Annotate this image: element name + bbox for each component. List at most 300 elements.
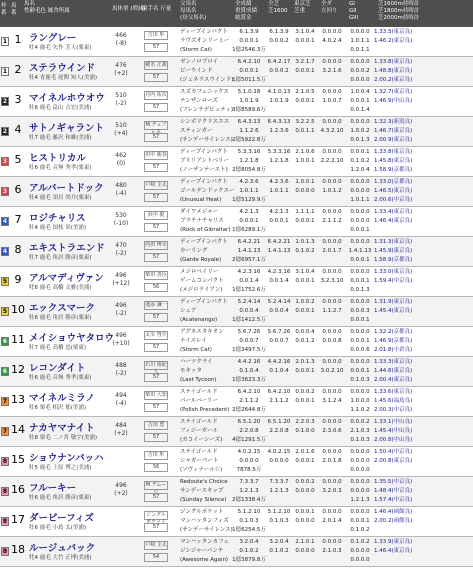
record-tokyo — [292, 448, 318, 466]
record-turf-1600: 0.0.0.7 — [269, 338, 289, 344]
horse-name[interactable]: マイネルホウオウ — [29, 93, 105, 104]
horse-weight: 470 (-2) — [115, 242, 127, 257]
record-turf-heavy: 0.0.0.1 — [295, 278, 315, 284]
waku-badge: 6 — [2, 338, 8, 345]
pedigree-damsire: (Acatenango) — [180, 317, 218, 323]
record-turf — [266, 538, 292, 556]
header-c3 — [294, 1, 311, 15]
table-row[interactable] — [0, 507, 473, 537]
record-g1: 0.0.0.0 — [350, 179, 370, 185]
best-time-1800: 2.00.2(函館良) — [374, 518, 413, 524]
horse-name[interactable]: ヒストリカル — [29, 153, 86, 164]
record-overall-earnings: 1億3497.5万 — [232, 347, 266, 353]
best-time-1800: 1.46.4(東京良) — [374, 218, 413, 224]
record-g1: 0.0.0.0 — [350, 239, 370, 245]
record-overall-earnings: 2億2644.8万 — [232, 407, 266, 413]
record-overall-graded: 0.0.0.1 — [239, 38, 259, 44]
record-overall-earnings: 1億2546.3万 — [232, 47, 266, 53]
record-overall — [232, 328, 266, 355]
waku-badge: 1 — [2, 38, 8, 45]
record-overall-graded: 1.2.1.8 — [239, 158, 259, 164]
horse-name[interactable]: エキストラエンド — [29, 243, 105, 254]
record-g1: 0.0.0.0 — [350, 299, 370, 305]
carried-weight: 56 — [144, 463, 168, 472]
pedigree-dam: ラヴズオンリーミー — [180, 38, 230, 44]
record-g2: 1.0.1.1 — [350, 38, 370, 44]
pedigree-damsire: (ソヴィナールシ) — [180, 467, 223, 473]
record-g1: 0.0.0.2 — [350, 419, 370, 425]
record-left-turn: 2.1.0.3 — [322, 548, 342, 554]
table-row[interactable] — [0, 147, 473, 177]
table-row[interactable] — [0, 57, 473, 87]
record-overall — [232, 508, 266, 535]
best-time-1600: 1.33.4(東京良) — [374, 209, 413, 215]
record-g3: 0.0.1.4 — [350, 107, 370, 113]
record-turf — [266, 508, 292, 526]
record-g3: 0.0.0.0 — [350, 77, 370, 83]
record-dirt — [318, 418, 346, 436]
table-header — [0, 0, 473, 27]
pedigree-dam: マンハッタンフィズ — [180, 518, 229, 524]
pedigree-dam: テンザンローズ — [180, 98, 218, 104]
table-row[interactable] — [0, 327, 473, 357]
pedigree — [180, 418, 222, 445]
jockey-name: 石川 裕紀人 — [145, 362, 167, 375]
pedigree-damsire: (サンデーサイレンス) — [180, 527, 233, 533]
jockey-name: 池添 謙一 — [145, 302, 167, 308]
horse-info: 牡6 鹿毛 音無 秀孝(栗東) — [29, 375, 92, 381]
pedigree-dam: ジンジャーパンチ — [180, 548, 224, 554]
table-row[interactable] — [0, 207, 473, 237]
record-dirt — [318, 208, 346, 226]
waku-badge: 7 — [2, 428, 8, 435]
record-grade — [346, 418, 374, 445]
record-turf-1600: 1.2.1.8 — [269, 158, 289, 164]
pedigree-sire: アグネスタキオン — [180, 329, 224, 335]
record-tokyo-turf: 2.1.0.1 — [295, 539, 315, 545]
table-row[interactable] — [0, 477, 473, 507]
record-overall-all: 6.4.2.21 — [237, 239, 261, 245]
record-overall — [232, 298, 266, 325]
record-dirt — [318, 28, 346, 46]
horse-weight: 484 (+2) — [114, 422, 128, 437]
best-times — [374, 448, 412, 466]
record-g1: 0.0.0.0 — [350, 119, 370, 125]
pedigree-damsire: (サンデーサイレンス) — [180, 137, 233, 143]
record-dirt-all: 0.0.0.0 — [322, 449, 342, 455]
horse-name[interactable]: レコンダイト — [29, 363, 86, 374]
record-g3: 1.0.1.1 — [350, 197, 370, 203]
pedigree — [180, 538, 229, 565]
pedigree-sire: ダイワメジャー — [180, 209, 219, 215]
record-turf — [266, 358, 292, 376]
best-time-1800: 1.59.4(中京良) — [374, 278, 413, 284]
record-left-turn: 2.0.1.4 — [322, 518, 342, 524]
pedigree-sire: ステイゴールド — [180, 389, 218, 395]
record-overall-earnings: 2億1338.4万 — [232, 497, 266, 503]
record-left-turn: 0.0.0.8 — [322, 338, 342, 344]
record-overall-earnings: 1億3623.3万 — [232, 377, 266, 383]
table-row[interactable] — [0, 117, 473, 147]
pedigree-damsire: (Polish Precedent) — [180, 407, 230, 413]
horse-weight: 494 (-4) — [115, 392, 127, 407]
pedigree-damsire: (Storm Cat) — [180, 47, 212, 53]
record-overall — [232, 478, 266, 505]
record-overall-graded: 1.0.1.1 — [239, 188, 259, 194]
header-c5-line3: GIII — [349, 15, 359, 21]
record-overall-all: 6.4.2.10 — [237, 59, 261, 65]
horse-weight: 480 (-4) — [115, 182, 127, 197]
best-time-1800: 1.48.4(中京良) — [374, 488, 413, 494]
record-turf-all: 6.4.2.17 — [267, 59, 291, 65]
horse-name[interactable]: ショウナンバッハ — [29, 453, 104, 464]
record-turf — [266, 208, 292, 226]
waku-badge: 2 — [2, 128, 8, 135]
record-tokyo-turf: 1.1.1.1 — [295, 209, 315, 215]
best-time-2000: 1.58.9(京都良) — [374, 167, 413, 173]
record-grade — [346, 148, 374, 175]
header-umaban: 馬番 — [11, 3, 17, 16]
record-g2: 0.0.0.1 — [350, 338, 370, 344]
record-turf-heavy: 0.0.0.0 — [295, 488, 315, 494]
best-time-1800: 1.45.6(福島良) — [374, 398, 413, 404]
record-dirt-all: 0.0.0.0 — [322, 359, 342, 365]
record-turf-heavy: 0.0.1.2 — [295, 338, 315, 344]
horse-weight: 496 (-2) — [115, 302, 127, 317]
record-turf-1600: 2.1.1.2 — [269, 398, 289, 404]
horse-info: 牡7 鹿毛 角居 勝彦(栗東) — [29, 255, 92, 261]
record-turf-all: 4.4.2.16 — [267, 359, 291, 365]
horse-name[interactable]: ラングレー — [29, 33, 77, 44]
horse-name[interactable]: アルマディヴァン — [29, 273, 104, 284]
pedigree-dam: シェア — [180, 308, 197, 314]
best-time-1600: 1.33.8(東京良) — [374, 149, 413, 155]
record-g3: 0.0.1.1 — [350, 47, 370, 53]
record-left-turn: 3.0.2.10 — [320, 368, 344, 374]
pedigree-sire: ジングルポケット — [180, 509, 224, 515]
carried-weight: 57 — [144, 493, 168, 502]
best-time-2000: 2.00.4(東京良) — [374, 377, 413, 383]
header-horse — [24, 1, 70, 15]
record-dirt-all: 0.0.0.0 — [322, 389, 342, 395]
record-turf-1600: 0.0.0.1 — [269, 218, 289, 224]
table-row[interactable] — [0, 267, 473, 297]
pedigree — [180, 238, 228, 265]
jockey-name: 内田 博幸 — [145, 242, 167, 248]
best-time-1600: 1.33.9(東京良) — [374, 539, 413, 545]
record-tokyo-turf: 3.2.2.5 — [295, 119, 315, 125]
record-tokyo-turf: 0.0.0.2 — [295, 389, 315, 395]
record-grade — [346, 88, 374, 115]
record-overall-graded: 0.1.0.3 — [239, 518, 259, 524]
record-overall-graded: 1.0.1.9 — [239, 98, 259, 104]
table-row[interactable] — [0, 357, 473, 387]
pedigree-dam: ナイスレイ — [180, 338, 207, 344]
record-tokyo-turf: 2.0.1.6 — [295, 449, 315, 455]
record-g1: 0.0.0.0 — [350, 509, 370, 515]
header-c5 — [349, 1, 358, 22]
record-tokyo-turf: 2.1.0.5 — [295, 89, 315, 95]
record-grade — [346, 28, 374, 55]
pedigree-sire: ディープインパクト — [180, 179, 228, 185]
header-c2-line2: 芝1600 — [268, 8, 288, 14]
record-overall-earnings: 2億6957.1万 — [232, 257, 266, 263]
header-waku: 枠番 — [1, 3, 7, 16]
pedigree-sire: メジロベイリー — [180, 269, 219, 275]
carried-weight: 57 — [144, 313, 168, 322]
record-overall-earnings: 1億3879.8万 — [232, 557, 266, 563]
record-tokyo — [292, 148, 318, 166]
record-left-turn: 4.0.2.4 — [322, 38, 342, 44]
record-g1: 0.0.0.0 — [350, 329, 370, 335]
horse-info: 牡6 鹿毛 角居 勝彦(栗東) — [29, 495, 92, 501]
header-c1-line2: 重賞成績 — [235, 8, 258, 14]
table-row[interactable] — [0, 537, 473, 567]
pedigree-damsire: (カコイーシーズ) — [180, 437, 223, 443]
record-turf-1600: 1.0.1.9 — [269, 98, 289, 104]
umaban-number: 18 — [11, 543, 25, 556]
carried-weight: 57 — [144, 133, 168, 142]
record-g2: 1.4.1.13 — [348, 248, 372, 254]
record-turf-heavy: 0.0.0.1 — [295, 38, 315, 44]
horse-info: 牡4 鹿毛 矢作 芳人(栗東) — [29, 45, 92, 51]
best-time-2000: 2.01.8(小倉良) — [374, 347, 413, 353]
table-row[interactable] — [0, 417, 473, 447]
waku-badge: 2 — [2, 98, 8, 105]
header-c3-line1: 東京芝 — [294, 1, 311, 7]
record-turf-heavy: 0.0.0.1 — [295, 68, 315, 74]
pedigree — [180, 28, 229, 55]
record-overall — [232, 148, 266, 175]
record-turf — [266, 328, 292, 346]
horse-info: 牡6 栗毛 相沢 郁(美浦) — [29, 405, 87, 411]
record-overall — [232, 118, 266, 145]
table-row[interactable] — [0, 177, 473, 207]
record-g3: 1.1.0.2 — [350, 407, 370, 413]
record-g2: 0.1.0.2 — [350, 158, 370, 164]
horse-name[interactable]: マイネルミラノ — [29, 393, 95, 404]
record-g2: 0.0.0.0 — [350, 218, 370, 224]
record-g3: 0.0.0.1 — [350, 317, 370, 323]
record-turf-all: 5.3.3.16 — [267, 149, 291, 155]
pedigree-dam: ブラチナチャリス — [180, 218, 224, 224]
umaban-number: 5 — [14, 153, 22, 166]
record-overall-earnings: 7878.5万 — [236, 467, 262, 473]
record-dirt — [318, 118, 346, 136]
best-time-1800: 1.48.8(東京良) — [374, 68, 413, 74]
record-turf-all: 5.6.7.26 — [267, 329, 291, 335]
record-g2: 0.0.0.0 — [350, 488, 370, 494]
record-tokyo-turf: 0.0.0.1 — [295, 509, 315, 515]
record-overall-all: 6.1.3.9 — [239, 29, 259, 35]
record-g1: 0.0.0.1 — [350, 149, 370, 155]
horse-name[interactable]: フルーキー — [29, 483, 77, 494]
best-time-1800: 1.46.2(東京良) — [374, 38, 413, 44]
record-overall-all: 4.2.1.3 — [239, 209, 259, 215]
horse-weight: 496 (+2) — [114, 482, 128, 497]
record-overall-all: 7.3.3.7 — [239, 479, 259, 485]
record-turf-all: 4.1.0.13 — [267, 89, 291, 95]
record-g1: 0.0.0.0 — [350, 359, 370, 365]
record-overall-graded: 0.0.0.7 — [239, 338, 259, 344]
horse-info: 牡4 鹿毛 須貝 尚介(栗東) — [29, 195, 92, 201]
waku-badge: 3 — [2, 158, 8, 165]
header-horse-line2: 性齢毛色 厩舎所属 — [24, 8, 70, 14]
record-overall-graded: 0.1.0.4 — [239, 368, 259, 374]
record-turf-all: 6.4.2.21 — [267, 239, 291, 245]
best-time-1600: 1.35.5(中京良) — [374, 479, 413, 485]
horse-info: 牡6 鹿毛 音無 秀孝(栗東) — [29, 165, 92, 171]
jockey-name: 吉田 豊 — [144, 421, 168, 430]
pedigree — [180, 358, 217, 385]
best-time-1800: 1.45.4(東京良) — [374, 308, 413, 314]
record-tokyo — [292, 268, 318, 286]
record-grade — [346, 478, 374, 505]
best-time-2000: 1.57.4(中京良) — [374, 497, 413, 503]
header-c2 — [268, 1, 288, 15]
pedigree-sire: ゼンノロブロイ — [180, 59, 219, 65]
table-row[interactable] — [0, 297, 473, 327]
pedigree-dam: パールバーリー — [180, 398, 219, 404]
record-overall-earnings: 2億8054.8万 — [232, 167, 266, 173]
best-time-1600: 1.33.0(京都良) — [374, 179, 413, 185]
record-dirt-all: 0.0.0.0 — [322, 509, 342, 515]
umaban-number: 17 — [11, 513, 25, 526]
table-row[interactable] — [0, 87, 473, 117]
pedigree-dam: ゴールデンドックエー — [180, 188, 235, 194]
header-horse-line1: 馬名 — [24, 1, 36, 7]
horse-name[interactable]: ロジチャリス — [29, 213, 86, 224]
record-left-turn: 2.1.1.2 — [322, 218, 342, 224]
record-turf-1600: 1.4.1.13 — [267, 248, 291, 254]
record-overall-earnings: 1億1412.5万 — [232, 317, 266, 323]
horse-weight: 488 (-2) — [115, 362, 127, 377]
record-tokyo — [292, 538, 318, 556]
record-dirt — [318, 88, 346, 106]
horse-name[interactable]: ステラウインド — [29, 63, 96, 74]
pedigree — [180, 118, 233, 145]
record-tokyo — [292, 508, 318, 526]
record-grade — [346, 118, 374, 145]
record-turf-all: 6.1.3.9 — [269, 29, 289, 35]
record-grade — [346, 538, 374, 565]
waku-badge: 1 — [2, 68, 8, 75]
record-g3: 0.1.0.2 — [350, 527, 370, 533]
horse-name[interactable]: サトノギャラント — [29, 123, 105, 134]
best-time-1600: 1.32.3(新潟良) — [374, 119, 413, 125]
record-tokyo-turf: 0.0.0.4 — [295, 329, 315, 335]
record-g1: 1.0.0.4 — [350, 89, 370, 95]
record-overall-all: 5.2.4.14 — [237, 299, 261, 305]
pedigree-dam: ブリリアントベリー — [180, 158, 230, 164]
best-time-2000: 2.00.8(中山良) — [374, 437, 413, 443]
record-tokyo — [292, 298, 318, 316]
record-turf — [266, 28, 292, 46]
record-turf-heavy: 0.0.0.1 — [295, 458, 315, 464]
record-g2: 0.0.0.3 — [350, 308, 370, 314]
record-left-turn: 2.0.1.8 — [322, 458, 342, 464]
waku-badge: 8 — [2, 488, 8, 495]
record-overall-all: 4.2.3.6 — [239, 179, 259, 185]
pedigree-dam: スティンガー — [180, 128, 213, 134]
horse-name[interactable]: ダービーフィズ — [29, 513, 94, 524]
record-turf-1600: 0.0.0.2 — [269, 38, 289, 44]
jockey-name: 太宰 啓介 — [145, 332, 167, 338]
record-turf-1600: 2.2.0.8 — [269, 428, 289, 434]
horse-info: 牡6 鹿毛 小島 太(美浦) — [29, 525, 87, 531]
table-row[interactable] — [0, 27, 473, 57]
record-g3: 0.0.1.3 — [350, 137, 370, 143]
record-turf-heavy: 1.0.0.1 — [295, 158, 315, 164]
waku-badge: 4 — [2, 248, 8, 255]
horse-info: 牡4 青鹿毛 尾関 知人(美浦) — [29, 75, 98, 81]
record-overall-earnings: 1億1752.6万 — [232, 287, 266, 293]
record-tokyo-turf: 1.0.1.3 — [295, 239, 315, 245]
horse-weight: 462 (0) — [115, 152, 127, 167]
horse-info: 牝6 鹿毛 高橋 文雅(美浦) — [29, 285, 92, 291]
pedigree — [180, 268, 224, 295]
pedigree-sire: マンハッタンカフェ — [180, 539, 229, 545]
record-grade — [346, 208, 374, 235]
record-left-turn: 3.2.1.6 — [322, 68, 342, 74]
record-tokyo-turf: 2.2.0.3 — [295, 419, 315, 425]
umaban-number: 9 — [14, 273, 22, 286]
record-g2: 2.1.0.3 — [350, 428, 370, 434]
record-turf-1600: 1.2.3.6 — [269, 128, 289, 134]
record-grade — [346, 58, 374, 85]
record-turf-heavy: 0.1.0.2 — [295, 248, 315, 254]
jockey-name: 戸崎 圭太 — [145, 542, 167, 548]
horse-name[interactable]: アルバートドック — [29, 183, 104, 194]
horse-name[interactable]: メイショウヤタロウ — [29, 333, 115, 344]
jockey-name: ジングルポケット — [144, 511, 168, 520]
record-turf — [266, 58, 292, 76]
umaban-number: 3 — [14, 93, 22, 106]
record-dirt — [318, 388, 346, 406]
best-times — [374, 148, 412, 175]
record-turf-heavy: 0.0.1.1 — [295, 128, 315, 134]
horse-name[interactable]: ルージュバック — [29, 543, 96, 554]
header-ped-line3: (母父馬名) — [180, 15, 207, 21]
umaban-number: 8 — [14, 243, 22, 256]
record-g2: 0.0.0.0 — [350, 548, 370, 554]
record-dirt-all: 0.0.0.0 — [322, 269, 342, 275]
record-overall — [232, 358, 266, 385]
jockey-name: 丹内 祐次 — [145, 92, 167, 98]
waku-badge: 7 — [2, 398, 8, 405]
jockey-name: 浜中 俊 — [144, 211, 168, 220]
record-dirt — [318, 448, 346, 466]
pedigree-dam: シャガーペート — [180, 458, 219, 464]
waku-badge: 4 — [2, 218, 8, 225]
umaban-number: 14 — [11, 423, 25, 436]
horse-info: 牝4 鹿毛 大竹 正博(美浦) — [29, 555, 92, 561]
umaban-number: 15 — [11, 453, 25, 466]
record-turf-all: 7.3.3.7 — [269, 479, 289, 485]
horse-name[interactable]: エックスマーク — [29, 303, 96, 314]
record-turf-heavy: 0.0.0.1 — [295, 398, 315, 404]
table-row[interactable] — [0, 237, 473, 267]
best-time-2000: 2.00.6(中京良) — [374, 197, 413, 203]
table-row[interactable] — [0, 387, 473, 417]
horse-name[interactable]: ナカヤマナイト — [29, 423, 95, 434]
best-time-1600: 1.33.3(東京良) — [374, 359, 413, 365]
best-time-1600: 1.33.8(東京良) — [374, 59, 413, 65]
record-tokyo — [292, 208, 318, 226]
pedigree — [180, 208, 230, 235]
table-row[interactable] — [0, 447, 473, 477]
best-time-1800: 1.45.8(東京良) — [374, 158, 413, 164]
